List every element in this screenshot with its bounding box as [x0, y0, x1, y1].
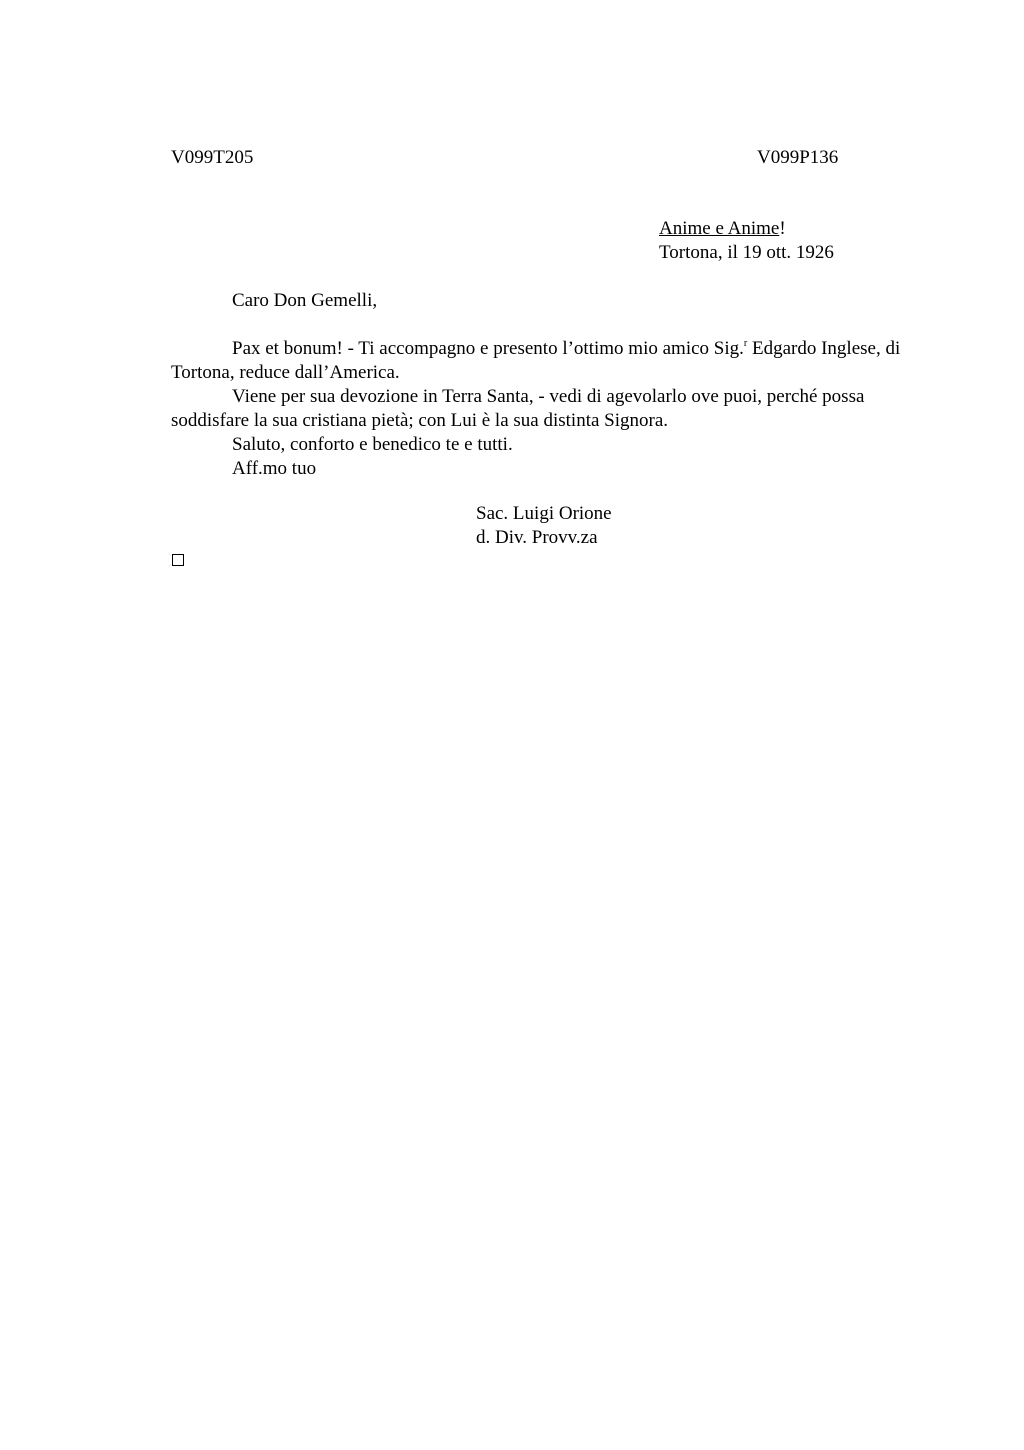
- signature-name: Sac. Luigi Orione: [476, 503, 612, 524]
- superscript-r: r: [743, 338, 748, 349]
- end-mark-box: [172, 554, 184, 566]
- paragraph-1-text-cont: Edgardo Inglese, di Tortona, reduce dall’America.: [171, 338, 901, 383]
- paragraph-1-text: Pax et bonum! - Ti accompagno e presento l’ottimo mio amico Sig.: [232, 338, 744, 359]
- letter-date: Tortona, il 19 ott. 1926: [659, 242, 834, 263]
- document-code-right: V099P136: [757, 147, 839, 168]
- paragraph-1: [171, 337, 931, 385]
- letter-body: [171, 337, 931, 481]
- closing: Aff.mo tuo: [232, 458, 317, 479]
- signature-title: d. Div. Provv.za: [476, 527, 598, 548]
- salutation: Caro Don Gemelli,: [232, 290, 378, 311]
- paragraph-3: Saluto, conforto e benedico te e tutti.: [232, 434, 513, 455]
- paragraph-2: Viene per sua devozione in Terra Santa, - vedi di agevolarlo ove puoi, perché possa soddisfare la sua cristiana pietà; con Lui è la sua distinta Signora.: [171, 386, 865, 431]
- motto-underlined: Anime e Anime: [659, 218, 780, 239]
- document-code-left: V099T205: [171, 147, 254, 168]
- motto: [659, 217, 786, 241]
- motto-suffix: !: [779, 218, 786, 239]
